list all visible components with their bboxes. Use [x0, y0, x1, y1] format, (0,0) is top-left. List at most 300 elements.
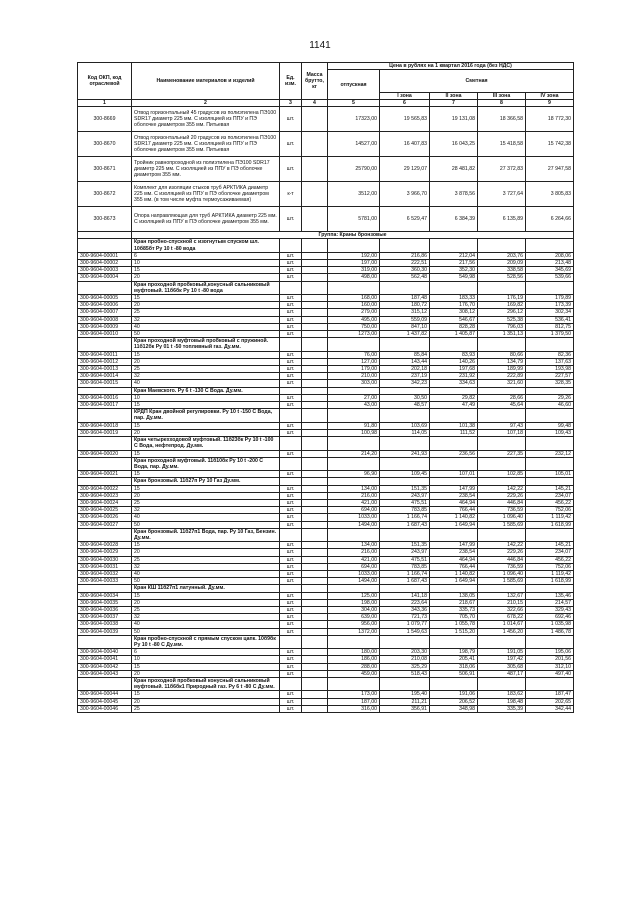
zone1-price-cell: 103,69: [380, 422, 430, 429]
zone3-price-cell: 189,99: [478, 366, 526, 373]
zone1-price-cell: 1 549,63: [380, 628, 430, 635]
release-price-cell: 498,00: [328, 274, 380, 281]
unit-cell: шт.: [280, 422, 302, 429]
code-cell: 300-9604-00022: [78, 485, 132, 492]
zone4-price-cell: 692,46: [526, 614, 574, 621]
name-cell: 15: [132, 402, 280, 409]
name-cell: 15: [132, 471, 280, 478]
zone1-price-cell: 223,64: [380, 599, 430, 606]
zone3-price-cell: 102,85: [478, 471, 526, 478]
release-price-cell: 179,00: [328, 366, 380, 373]
empty-cell: [526, 678, 574, 691]
empty-cell: [380, 457, 430, 470]
unit-cell: шт.: [280, 485, 302, 492]
zone4-price-cell: 1 119,42: [526, 514, 574, 521]
code-cell: 300-9604-00040: [78, 649, 132, 656]
mass-cell: [302, 107, 328, 132]
zone3-price-cell: 169,82: [478, 302, 526, 309]
code-cell: [78, 528, 132, 541]
empty-cell: [526, 409, 574, 422]
mass-cell: [302, 422, 328, 429]
table-row: [78, 107, 574, 132]
empty-cell: [526, 635, 574, 648]
zone2-price-cell: 308,12: [430, 309, 478, 316]
name-cell: 15: [132, 267, 280, 274]
release-price-cell: 1372,00: [328, 628, 380, 635]
mass-cell: [302, 663, 328, 670]
unit-cell: шт.: [280, 698, 302, 705]
zone4-price-cell: 137,63: [526, 358, 574, 365]
unit-cell: шт.: [280, 157, 302, 182]
code-cell: [78, 409, 132, 422]
mass-cell: [302, 485, 328, 492]
zone1-price-cell: 6 529,47: [380, 207, 430, 232]
code-cell: 300-8672: [78, 182, 132, 207]
empty-cell: [328, 678, 380, 691]
empty-cell: [280, 585, 302, 592]
zone2-price-cell: 47,49: [430, 402, 478, 409]
empty-cell: [302, 437, 328, 450]
code-cell: 300-9604-00015: [78, 380, 132, 387]
zone4-price-cell: 3 805,83: [526, 182, 574, 207]
name-cell: 15: [132, 422, 280, 429]
release-price-cell: 956,00: [328, 621, 380, 628]
table-row: [78, 373, 574, 380]
unit-cell: шт.: [280, 499, 302, 506]
section-title: Кран проходной муфтовый. 11б10бк Ру 10 t -200 С Вода, пар. Ду.мм.: [132, 457, 280, 470]
zone2-price-cell: 238,54: [430, 549, 478, 556]
zone2-price-cell: 318,06: [430, 663, 478, 670]
section-title: Кран Маевского. Ру 6 t -130 С Вода. Ду.мм.: [132, 387, 280, 394]
release-price-cell: 210,00: [328, 373, 380, 380]
zone3-price-cell: 142,22: [478, 542, 526, 549]
zone1-price-cell: 203,30: [380, 649, 430, 656]
table-row: [78, 295, 574, 302]
unit-cell: шт.: [280, 316, 302, 323]
mass-cell: [302, 656, 328, 663]
page-number: 1141: [309, 40, 331, 51]
mass-cell: [302, 628, 328, 635]
release-price-cell: 192,00: [328, 252, 380, 259]
mass-cell: [302, 366, 328, 373]
zone3-price-cell: 229,26: [478, 549, 526, 556]
zone2-price-cell: 766,44: [430, 563, 478, 570]
empty-cell: [280, 338, 302, 351]
empty-cell: [380, 387, 430, 394]
zone2-price-cell: 464,94: [430, 556, 478, 563]
release-price-cell: 76,00: [328, 351, 380, 358]
price-table: [77, 62, 574, 713]
table-row: [78, 656, 574, 663]
unit-cell: шт.: [280, 252, 302, 259]
section-title: Кран проходной пробковый конусный сальниковый муфтовый. 11б6бк1 Природный газ. Ру 6 t -80 С Ду.мм.: [132, 678, 280, 691]
mass-cell: [302, 302, 328, 309]
unit-cell: шт.: [280, 331, 302, 338]
empty-cell: [380, 437, 430, 450]
table-row: [78, 331, 574, 338]
zone2-price-cell: 138,05: [430, 592, 478, 599]
table-row: [78, 563, 574, 570]
unit-cell: шт.: [280, 366, 302, 373]
code-cell: [78, 232, 132, 239]
zone2-price-cell: 107,01: [430, 471, 478, 478]
zone2-price-cell: 1 140,82: [430, 514, 478, 521]
zone1-price-cell: 187,48: [380, 295, 430, 302]
column-number: 3: [280, 100, 302, 107]
zone4-price-cell: 232,12: [526, 450, 574, 457]
zone4-price-cell: 179,89: [526, 295, 574, 302]
zone4-price-cell: 752,06: [526, 563, 574, 570]
empty-cell: [430, 239, 478, 252]
section-title: Кран бронзовый. 11б27п1 Вода, пар. Ру 10 Газ, Бензин. Ду.мм.: [132, 528, 280, 541]
name-cell: 32: [132, 316, 280, 323]
empty-cell: [328, 457, 380, 470]
table-row: [78, 621, 574, 628]
release-price-cell: 3512,00: [328, 182, 380, 207]
column-number-row: [78, 100, 574, 107]
zone4-price-cell: 812,75: [526, 323, 574, 330]
zone1-price-cell: 19 565,83: [380, 107, 430, 132]
mass-cell: [302, 691, 328, 698]
table-row: [78, 556, 574, 563]
zone4-price-cell: 27 947,58: [526, 157, 574, 182]
empty-cell: [380, 338, 430, 351]
release-price-cell: 694,00: [328, 563, 380, 570]
zone3-price-cell: 45,64: [478, 402, 526, 409]
code-cell: 300-9604-00013: [78, 366, 132, 373]
empty-cell: [280, 635, 302, 648]
release-price-cell: 125,00: [328, 592, 380, 599]
unit-cell: шт.: [280, 656, 302, 663]
column-number: 8: [478, 100, 526, 107]
table-row: [78, 366, 574, 373]
empty-cell: [526, 281, 574, 294]
unit-cell: шт.: [280, 402, 302, 409]
mass-cell: [302, 351, 328, 358]
unit-cell: шт.: [280, 358, 302, 365]
zone3-price-cell: 321,60: [478, 380, 526, 387]
zone1-price-cell: 202,18: [380, 366, 430, 373]
zone4-price-cell: 539,66: [526, 274, 574, 281]
unit-cell: шт.: [280, 351, 302, 358]
zone1-price-cell: 29 129,07: [380, 157, 430, 182]
release-price-cell: 216,00: [328, 549, 380, 556]
zone2-price-cell: 705,70: [430, 614, 478, 621]
empty-cell: [526, 437, 574, 450]
release-price-cell: 639,00: [328, 614, 380, 621]
mass-cell: [302, 606, 328, 613]
zone4-price-cell: 145,21: [526, 542, 574, 549]
zone3-price-cell: 736,59: [478, 507, 526, 514]
code-cell: 300-9604-00024: [78, 499, 132, 506]
table-row: [78, 274, 574, 281]
empty-cell: [380, 635, 430, 648]
column-number: 6: [380, 100, 430, 107]
empty-cell: [302, 281, 328, 294]
empty-cell: [280, 457, 302, 470]
empty-cell: [328, 528, 380, 541]
zone4-price-cell: 99,48: [526, 422, 574, 429]
empty-cell: [526, 457, 574, 470]
col-unit-header: Ед. изм.: [280, 63, 302, 100]
table-row: [78, 252, 574, 259]
empty-cell: [302, 678, 328, 691]
mass-cell: [302, 599, 328, 606]
column-number: 9: [526, 100, 574, 107]
table-row: [78, 549, 574, 556]
zone1-price-cell: 343,36: [380, 606, 430, 613]
zone4-price-cell: 135,46: [526, 592, 574, 599]
column-number: 4: [302, 100, 328, 107]
zone1-price-cell: 1 687,43: [380, 578, 430, 585]
empty-cell: [280, 678, 302, 691]
zone1-price-cell: 475,51: [380, 499, 430, 506]
empty-cell: [302, 239, 328, 252]
name-cell: 20: [132, 698, 280, 705]
section-row: [78, 478, 574, 485]
code-cell: 300-9604-00035: [78, 599, 132, 606]
mass-cell: [302, 331, 328, 338]
mass-cell: [302, 492, 328, 499]
zone2-price-cell: 549,98: [430, 274, 478, 281]
code-cell: 300-9604-00038: [78, 621, 132, 628]
code-cell: 300-9604-00002: [78, 260, 132, 267]
empty-cell: [302, 387, 328, 394]
empty-cell: [328, 239, 380, 252]
zone2-price-cell: 3 878,56: [430, 182, 478, 207]
empty-cell: [380, 409, 430, 422]
zone3-price-cell: 305,68: [478, 663, 526, 670]
zone1-price-cell: 85,84: [380, 351, 430, 358]
code-cell: [78, 635, 132, 648]
name-cell: 40: [132, 621, 280, 628]
empty-cell: [280, 409, 302, 422]
code-cell: [78, 478, 132, 485]
table-row: [78, 614, 574, 621]
zone2-price-cell: 206,52: [430, 698, 478, 705]
name-cell: 50: [132, 521, 280, 528]
zone2-price-cell: 29,82: [430, 394, 478, 401]
unit-cell: шт.: [280, 542, 302, 549]
release-price-cell: 198,00: [328, 599, 380, 606]
zone2-price-cell: 1 055,78: [430, 621, 478, 628]
table-row: [78, 649, 574, 656]
section-title: Кран четырехходовой муфтовый. 11б23бк Ру 10 t -100 С Вода, нефтепрод. Ду.мм.: [132, 437, 280, 450]
zone4-price-cell: 109,43: [526, 429, 574, 436]
table-row: [78, 302, 574, 309]
name-cell: 50: [132, 331, 280, 338]
mass-cell: [302, 323, 328, 330]
zone4-price-cell: 312,10: [526, 663, 574, 670]
name-cell: 50: [132, 628, 280, 635]
section-row: [78, 678, 574, 691]
zone3-price-cell: 197,42: [478, 656, 526, 663]
empty-cell: [328, 409, 380, 422]
zone1-price-cell: 1 166,74: [380, 570, 430, 577]
unit-cell: шт.: [280, 514, 302, 521]
release-price-cell: 303,00: [328, 380, 380, 387]
zone4-price-cell: 345,69: [526, 267, 574, 274]
zone1-price-cell: 180,72: [380, 302, 430, 309]
empty-cell: [328, 585, 380, 592]
unit-cell: шт.: [280, 592, 302, 599]
section-row: [78, 338, 574, 351]
table-row: [78, 394, 574, 401]
zone2-price-cell: 218,67: [430, 599, 478, 606]
zone1-price-cell: 151,35: [380, 485, 430, 492]
zone2-price-cell: 83,93: [430, 351, 478, 358]
zone3-price-cell: 736,59: [478, 563, 526, 570]
mass-cell: [302, 542, 328, 549]
empty-cell: [280, 437, 302, 450]
name-cell: 15: [132, 450, 280, 457]
zone2-price-cell: 766,44: [430, 507, 478, 514]
zone1-price-cell: 30,50: [380, 394, 430, 401]
zone4-price-cell: 187,47: [526, 691, 574, 698]
code-cell: 300-9604-00034: [78, 592, 132, 599]
zone1-price-cell: 847,10: [380, 323, 430, 330]
zone2-price-cell: 111,52: [430, 429, 478, 436]
zone3-price-cell: 209,09: [478, 260, 526, 267]
code-cell: 300-9604-00010: [78, 331, 132, 338]
zone3-price-cell: 1 096,40: [478, 570, 526, 577]
mass-cell: [302, 499, 328, 506]
code-cell: 300-9604-00012: [78, 358, 132, 365]
mass-cell: [302, 621, 328, 628]
code-cell: 300-9604-00020: [78, 450, 132, 457]
col-zone1-header: I зона: [380, 92, 430, 99]
unit-cell: шт.: [280, 570, 302, 577]
empty-cell: [430, 281, 478, 294]
table-row: [78, 599, 574, 606]
name-cell: 25: [132, 705, 280, 712]
zone2-price-cell: 191,06: [430, 691, 478, 698]
mass-cell: [302, 157, 328, 182]
unit-cell: шт.: [280, 207, 302, 232]
release-price-cell: 214,20: [328, 450, 380, 457]
zone3-price-cell: 335,39: [478, 705, 526, 712]
mass-cell: [302, 549, 328, 556]
zone1-price-cell: 518,43: [380, 670, 430, 677]
zone1-price-cell: 1 437,82: [380, 331, 430, 338]
mass-cell: [302, 267, 328, 274]
zone2-price-cell: 1 515,20: [430, 628, 478, 635]
empty-cell: [280, 478, 302, 485]
zone3-price-cell: 1 456,20: [478, 628, 526, 635]
name-cell: 32: [132, 563, 280, 570]
empty-cell: [328, 635, 380, 648]
name-cell: 20: [132, 358, 280, 365]
zone1-price-cell: 243,97: [380, 492, 430, 499]
empty-cell: [478, 338, 526, 351]
zone4-price-cell: 1 486,78: [526, 628, 574, 635]
section-title: Кран пробно-спускной с изогнутым спуском шл. 10б85бт Ру 10 t -80 вода: [132, 239, 280, 252]
mass-cell: [302, 358, 328, 365]
zone3-price-cell: 18 366,58: [478, 107, 526, 132]
zone4-price-cell: 195,06: [526, 649, 574, 656]
code-cell: 300-9604-00041: [78, 656, 132, 663]
mass-cell: [302, 260, 328, 267]
unit-cell: шт.: [280, 521, 302, 528]
zone3-price-cell: 296,12: [478, 309, 526, 316]
empty-cell: [478, 457, 526, 470]
zone3-price-cell: 203,76: [478, 252, 526, 259]
mass-cell: [302, 182, 328, 207]
name-cell: Отвод горизонтальный 20 градусов из полиэтилена ПЭ100 SDR17 диаметр 225 мм. С изоляцией из ППУ и ПЭ оболочке диаметром 355 мм. Питьевая: [132, 132, 280, 157]
zone1-price-cell: 315,12: [380, 309, 430, 316]
mass-cell: [302, 514, 328, 521]
name-cell: 40: [132, 570, 280, 577]
code-cell: 300-9604-00032: [78, 570, 132, 577]
table-row: [78, 705, 574, 712]
code-cell: 300-9604-00025: [78, 507, 132, 514]
empty-cell: [430, 437, 478, 450]
release-price-cell: 5781,00: [328, 207, 380, 232]
zone1-price-cell: 1 687,43: [380, 521, 430, 528]
table-body: [78, 107, 574, 713]
empty-cell: [280, 387, 302, 394]
zone2-price-cell: 238,54: [430, 492, 478, 499]
zone2-price-cell: 828,28: [430, 323, 478, 330]
code-cell: 300-9604-00019: [78, 429, 132, 436]
mass-cell: [302, 705, 328, 712]
unit-cell: шт.: [280, 599, 302, 606]
section-row: [78, 635, 574, 648]
empty-cell: [478, 635, 526, 648]
zone1-price-cell: 211,21: [380, 698, 430, 705]
code-cell: 300-9604-00009: [78, 323, 132, 330]
unit-cell: шт.: [280, 649, 302, 656]
release-price-cell: 27,00: [328, 394, 380, 401]
name-cell: 20: [132, 492, 280, 499]
zone4-price-cell: 173,39: [526, 302, 574, 309]
code-cell: [78, 338, 132, 351]
code-cell: 300-9604-00017: [78, 402, 132, 409]
unit-cell: шт.: [280, 323, 302, 330]
release-price-cell: 17323,00: [328, 107, 380, 132]
zone4-price-cell: 1 618,99: [526, 578, 574, 585]
code-cell: 300-9604-00033: [78, 578, 132, 585]
zone2-price-cell: 348,98: [430, 705, 478, 712]
table-row: [78, 663, 574, 670]
empty-cell: [328, 338, 380, 351]
empty-cell: [328, 387, 380, 394]
empty-cell: [478, 437, 526, 450]
table-row: [78, 485, 574, 492]
table-row: [78, 570, 574, 577]
zone4-price-cell: 329,43: [526, 606, 574, 613]
name-cell: 25: [132, 366, 280, 373]
empty-cell: [526, 239, 574, 252]
code-cell: 300-9604-00003: [78, 267, 132, 274]
zone3-price-cell: 796,03: [478, 323, 526, 330]
name-cell: 20: [132, 549, 280, 556]
code-cell: 300-8673: [78, 207, 132, 232]
table-row: [78, 422, 574, 429]
unit-cell: шт.: [280, 394, 302, 401]
group-row: [78, 232, 574, 239]
empty-cell: [302, 338, 328, 351]
table-row: [78, 309, 574, 316]
zone1-price-cell: 3 966,70: [380, 182, 430, 207]
unit-cell: шт.: [280, 492, 302, 499]
release-price-cell: 14527,00: [328, 132, 380, 157]
unit-cell: шт.: [280, 260, 302, 267]
table-row: [78, 471, 574, 478]
release-price-cell: 100,98: [328, 429, 380, 436]
code-cell: 300-8669: [78, 107, 132, 132]
name-cell: 32: [132, 614, 280, 621]
